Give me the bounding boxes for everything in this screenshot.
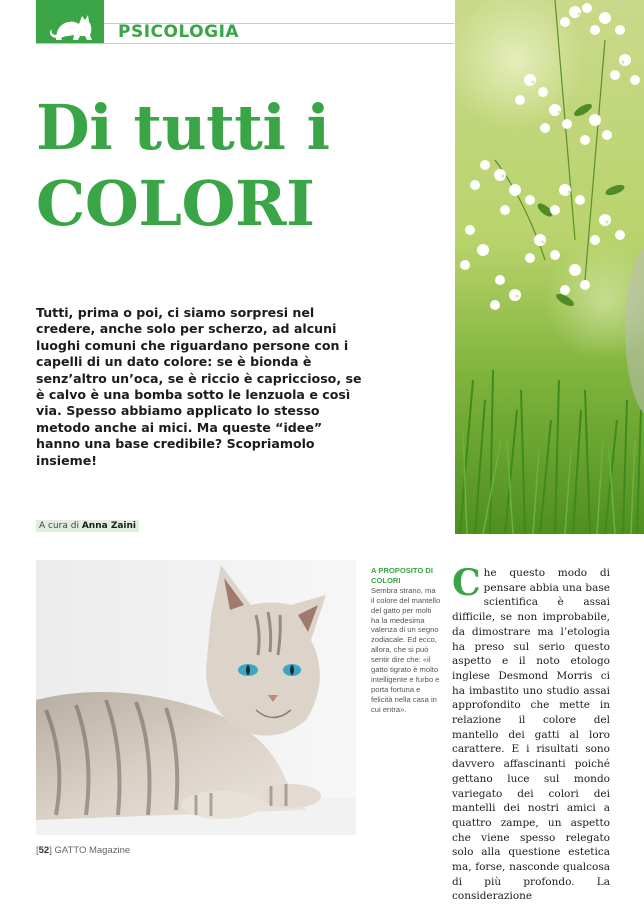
drop-cap: C <box>452 562 481 604</box>
page-footer <box>36 845 130 856</box>
sidebar-note <box>371 566 441 715</box>
cat-silhouette-icon <box>36 0 104 44</box>
body-text: he questo modo di pensare abbia una base scientifica è assai difficile, se non improbabile, da dimostrare ma l’etologia ha preso sul serio questo aspetto e il noto etologo inglese Desmond Morris ci ha imbastito uno studio assai approfondito che mette in relazione il colore del mantello dei gatti al loro carattere. E i risultati sono davvero affascinanti poiché gettano luce sul mondo variegato dei colori dei mantelli dei nostri amici a quattro zampe, un aspetto che viene spesso relegato solo alla questione estetica ma, forse, nasconde qualcosa di più profondo. La considerazione <box>452 567 610 903</box>
sidebar-heading: A PROPOSITO DI COLORI <box>371 566 434 585</box>
lead-paragraph: Tutti, prima o poi, ci siamo sorpresi nel credere, anche solo per scherzo, ad alcuni luoghi comuni che riguardano persone con i capelli di un dato colore: se è bionda è senz’altro un’oca, se è riccio è capriccioso, se è calvo è una bomba sotto le lenzuola e così via. Spesso abbiamo applicato lo stesso metodo anche ai mici. Ma queste “idee” hanno una base credibile? Scopriamolo insieme! <box>36 305 362 468</box>
section-label: PSICOLOGIA <box>118 22 240 42</box>
page-bracket-close: ] <box>49 845 52 856</box>
page-number: 52 <box>38 845 50 856</box>
header-rule-bottom <box>36 43 454 44</box>
byline-author: Anna Zaini <box>81 521 137 531</box>
byline-prefix: A cura di <box>39 521 79 531</box>
page-bracket-open: [ <box>36 845 39 856</box>
magazine-name: GATTO Magazine <box>54 845 131 856</box>
cat-photo <box>36 560 356 835</box>
section-tab <box>36 0 104 44</box>
flowers-photo <box>455 0 644 534</box>
title-line-2: COLORI <box>36 167 315 240</box>
sidebar-text: Sembra strano, ma il colore del mantello del gatto per molti ha la medesima valenza di un segno zodiacale. Ed ecco, allora, che si può sentir dire che: «il gatto tigrato è molto intelligente e furbo e porta fortuna e felicità nella casa in cui entra». <box>371 585 441 714</box>
byline <box>36 520 139 532</box>
title-line-1: Di tutti i <box>36 91 330 164</box>
article-title <box>36 90 456 242</box>
body-paragraph <box>452 562 610 904</box>
